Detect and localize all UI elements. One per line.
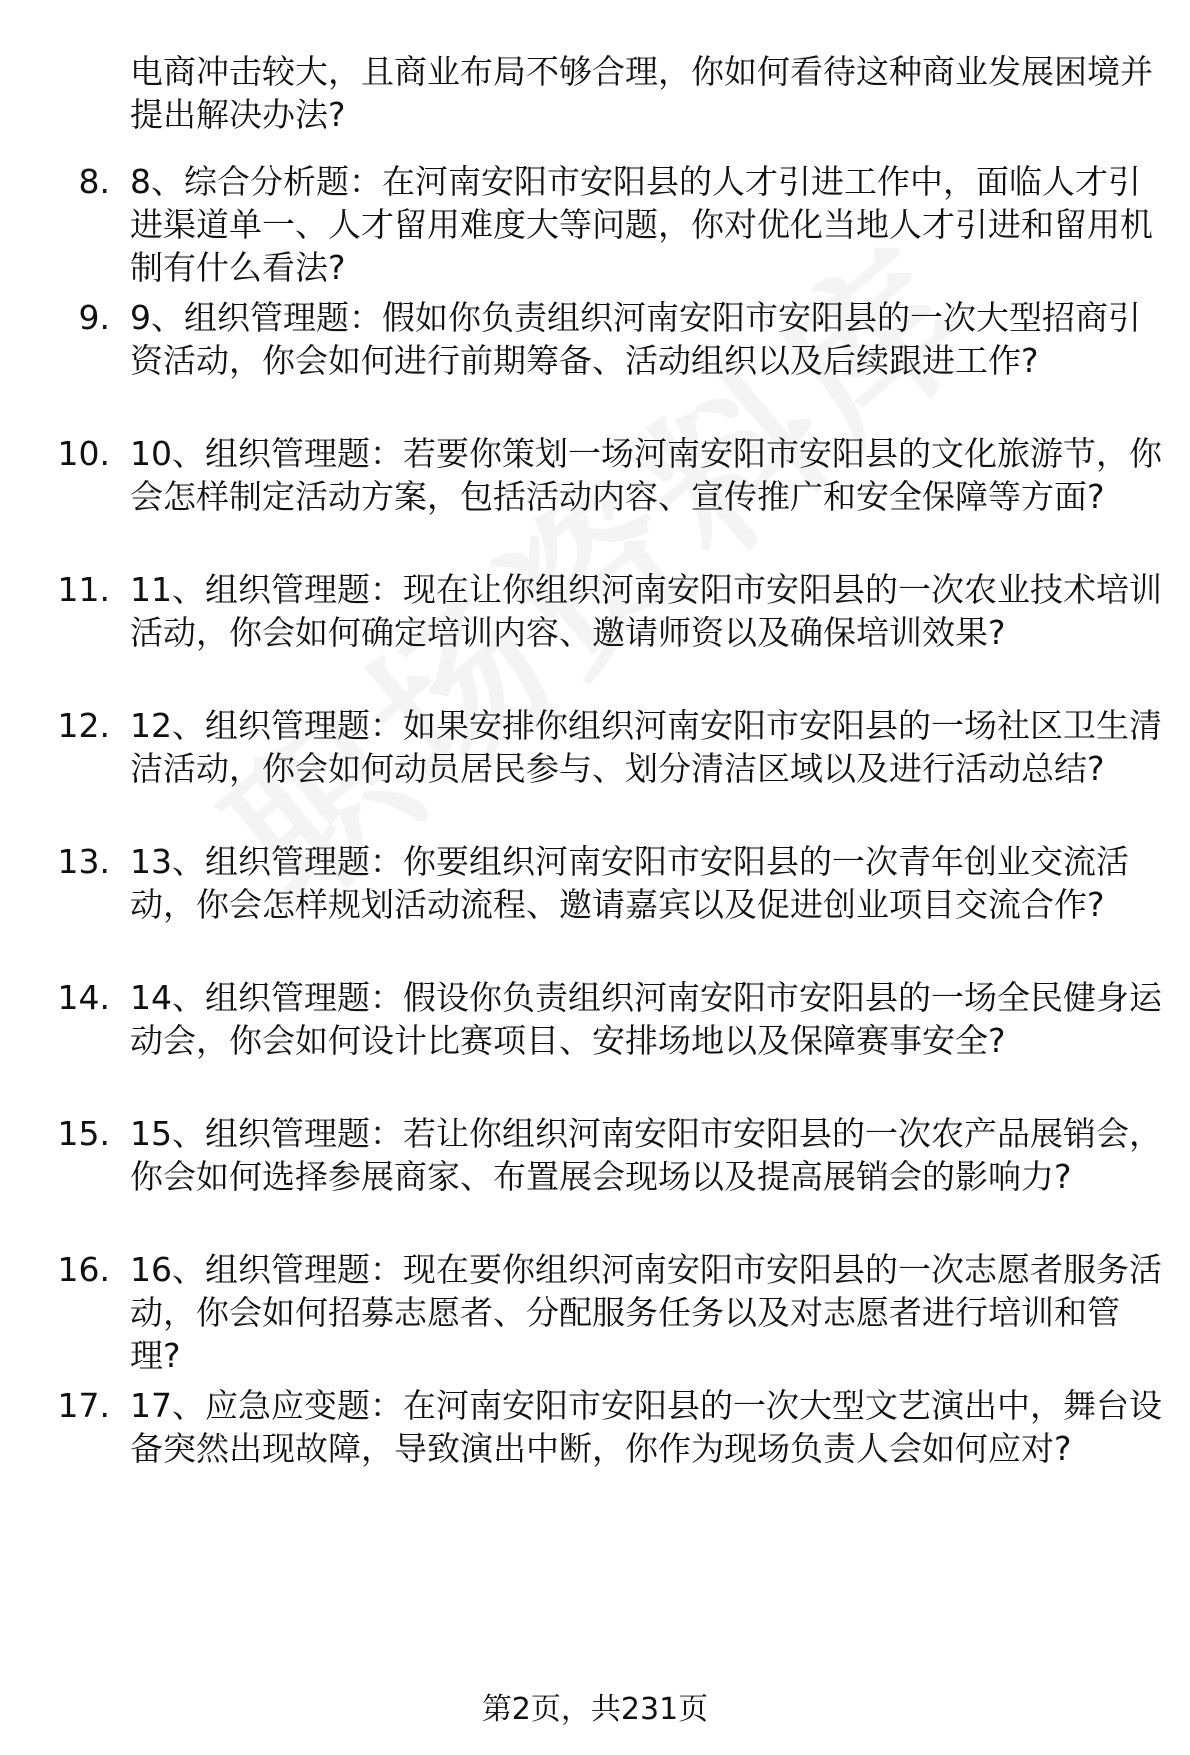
question-text: 14、组织管理题：假设你负责组织河南安阳市安阳县的一场全民健身运动会，你会如何设计比赛项目、安排场地以及保障赛事安全? [130, 978, 1162, 1060]
question-text: 13、组织管理题：你要组织河南安阳市安阳县的一次青年创业交流活动，你会怎样规划活动流程、邀请嘉宾以及促进创业项目交流合作? [130, 842, 1129, 924]
question-text: 15、组织管理题：若让你组织河南安阳市安阳县的一次农产品展销会，你会如何选择参展商家、布置展会现场以及提高展销会的影响力? [130, 1114, 1162, 1196]
question-number: 14. [57, 978, 110, 1017]
page-footer: 第2页，共231页 [481, 1692, 709, 1727]
question-number: 11. [57, 570, 110, 609]
question-number: 15. [57, 1114, 110, 1153]
question-text: 12、组织管理题：如果安排你组织河南安阳市安阳县的一场社区卫生清洁活动，你会如何动员居民参与、划分清洁区域以及进行活动总结? [130, 706, 1162, 788]
question-number: 8. [78, 162, 110, 201]
question-number: 16. [57, 1250, 110, 1289]
question-number: 17. [57, 1386, 110, 1425]
continued-question-text: 电商冲击较大，且商业布局不够合理，你如何看待这种商业发展困境并提出解决办法? [130, 52, 1153, 134]
question-number: 12. [57, 706, 110, 745]
question-text: 10、组织管理题：若要你策划一场河南安阳市安阳县的文化旅游节，你会怎样制定活动方案，包括活动内容、宣传推广和安全保障等方面? [130, 434, 1162, 516]
question-text: 17、应急应变题：在河南安阳市安阳县的一次大型文艺演出中，舞台设备突然出现故障，导致演出中断，你作为现场负责人会如何应对? [130, 1386, 1162, 1468]
question-text: 9、组织管理题：假如你负责组织河南安阳市安阳县的一次大型招商引资活动，你会如何进行前期筹备、活动组织以及后续跟进工作? [130, 298, 1141, 380]
question-text: 8、综合分析题：在河南安阳市安阳县的人才引进工作中，面临人才引进渠道单一、人才留用难度大等问题，你对优化当地人才引进和留用机制有什么看法? [130, 162, 1153, 287]
question-text: 16、组织管理题：现在要你组织河南安阳市安阳县的一次志愿者服务活动，你会如何招募志愿者、分配服务任务以及对志愿者进行培训和管理? [130, 1250, 1162, 1375]
question-number: 9. [78, 298, 110, 337]
question-number: 10. [57, 434, 110, 473]
question-number: 13. [57, 842, 110, 881]
question-text: 11、组织管理题：现在让你组织河南安阳市安阳县的一次农业技术培训活动，你会如何确定培训内容、邀请师资以及确保培训效果? [130, 570, 1162, 652]
